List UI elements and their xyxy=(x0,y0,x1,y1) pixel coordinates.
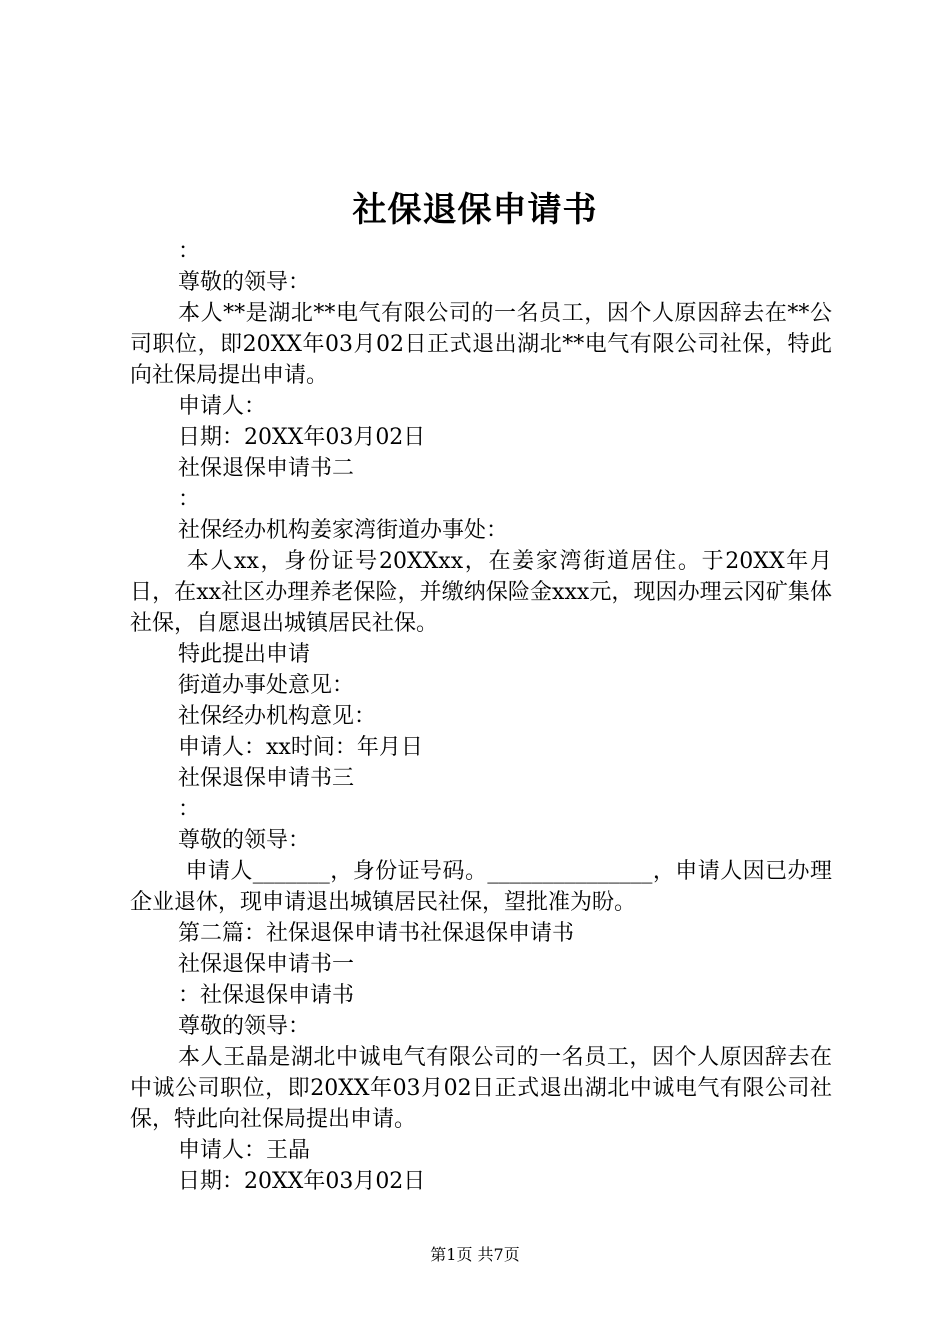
section-heading: 社保退保申请书二 xyxy=(178,456,355,481)
paragraph: ： xyxy=(178,239,201,264)
paragraph: 特此提出申请 xyxy=(178,642,311,667)
paragraph: 尊敬的领导： xyxy=(178,270,311,295)
paragraph: 本人xx，身份证号20XXxx，在姜家湾街道居住。于20XX年月日，在xx社区办理养老保险，并缴纳保险金xxx元，现因办理云冈矿集体社保，自愿退出城镇居民社保。 xyxy=(130,549,832,636)
page-footer: 第1页 共7页 xyxy=(430,1245,520,1264)
paragraph: ：社保退保申请书 xyxy=(178,983,355,1008)
paragraph: 申请人：王晶 xyxy=(178,1138,311,1163)
paragraph: 社保经办机构姜家湾街道办事处： xyxy=(178,518,509,543)
paragraph: ： xyxy=(178,487,201,512)
paragraph: 申请人：xx时间：年月日 xyxy=(178,735,423,760)
paragraph: 尊敬的领导： xyxy=(178,828,311,853)
paragraph: ： xyxy=(178,797,201,822)
section-heading: 社保退保申请书一 xyxy=(178,952,355,977)
document-body xyxy=(130,236,832,1197)
section-heading: 社保退保申请书三 xyxy=(178,766,355,791)
paragraph: 本人王晶是湖北中诚电气有限公司的一名员工，因个人原因辞去在中诚公司职位，即20XX年03月02日正式退出湖北中诚电气有限公司社保，特此向社保局提出申请。 xyxy=(130,1045,832,1132)
document-title: 社保退保申请书 xyxy=(352,190,598,230)
paragraph: 尊敬的领导： xyxy=(178,1014,311,1039)
paragraph: 日期：20XX年03月02日 xyxy=(178,425,426,450)
paragraph: 社保经办机构意见： xyxy=(178,704,377,729)
paragraph: 街道办事处意见： xyxy=(178,673,355,698)
paragraph: 申请人_______，身份证号码。_______________，申请人因已办理企业退休，现申请退出城镇居民社保，望批准为盼。 xyxy=(130,859,832,915)
paragraph: 本人**是湖北**电气有限公司的一名员工，因个人原因辞去在**公司职位，即20XX年03月02日正式退出湖北**电气有限公司社保，特此向社保局提出申请。 xyxy=(130,301,832,388)
paragraph: 日期：20XX年03月02日 xyxy=(178,1169,426,1194)
paragraph: 申请人： xyxy=(178,394,267,419)
section-heading: 第二篇：社保退保申请书社保退保申请书 xyxy=(178,921,575,946)
